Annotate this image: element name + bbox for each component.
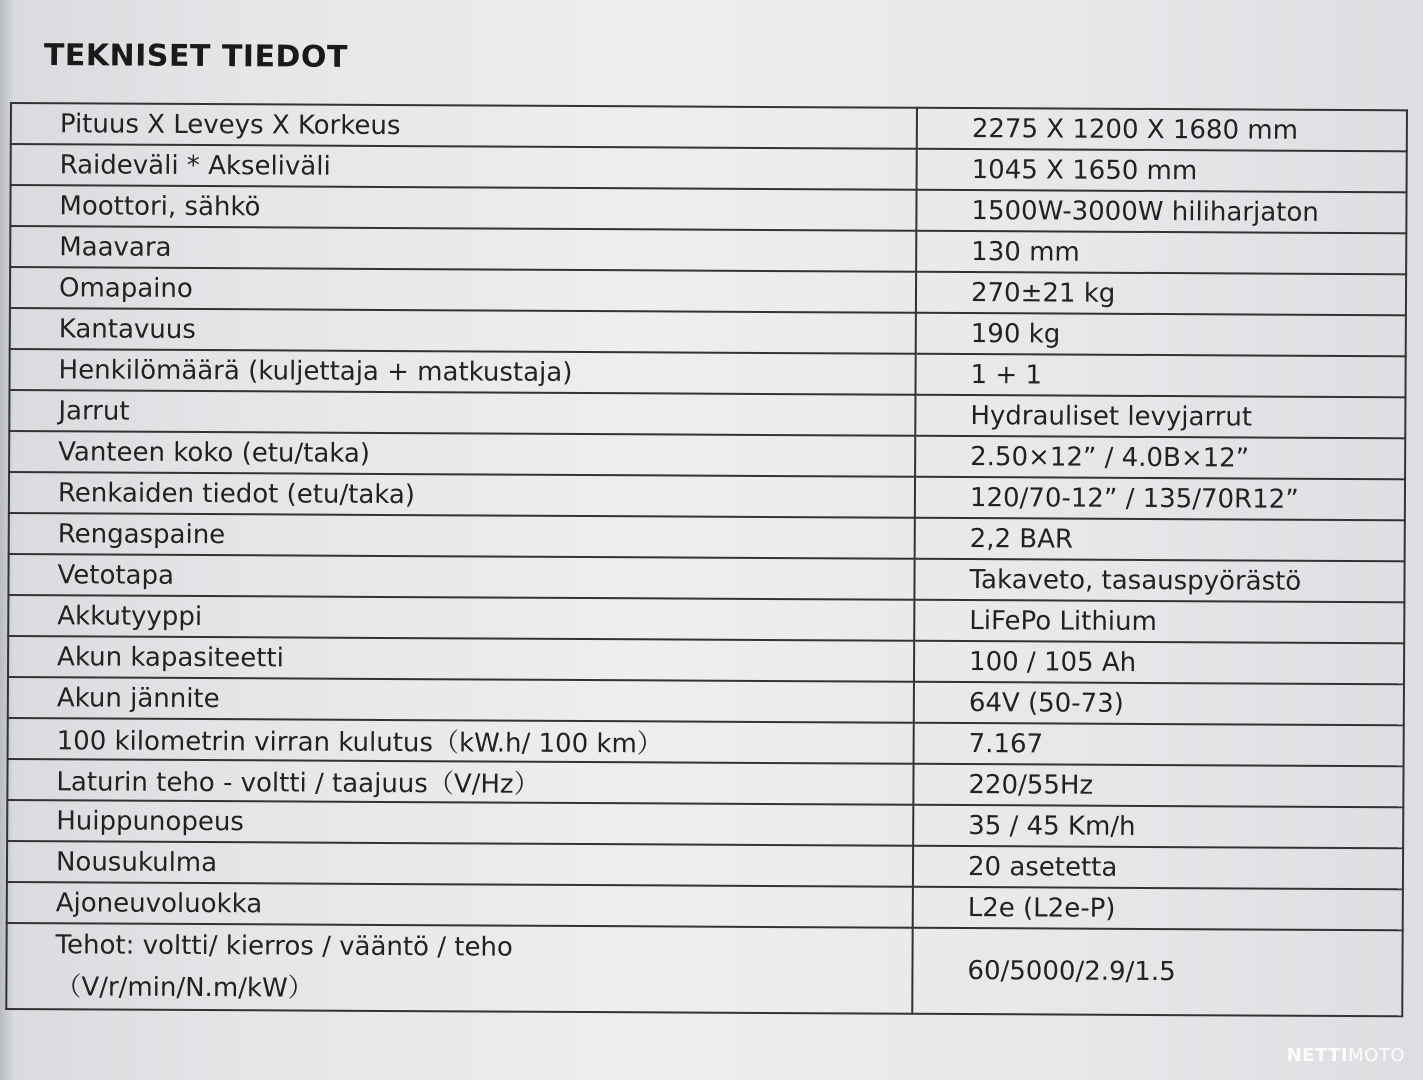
table-row xyxy=(9,349,1405,397)
table-row xyxy=(8,718,1404,766)
table-row xyxy=(7,800,1403,848)
spec-label: Maavara xyxy=(10,226,916,272)
spec-value: 2.50×12” / 4.0B×12” xyxy=(915,436,1405,480)
spec-table-container xyxy=(5,102,1406,1017)
spec-label-line: Tehot: voltti/ kierros / vääntö / teho xyxy=(55,930,513,963)
spec-value: L2e (L2e-P) xyxy=(913,887,1403,931)
table-row xyxy=(7,882,1403,930)
table-row xyxy=(7,759,1403,807)
spec-value: 270±21 kg xyxy=(916,272,1406,316)
spec-value: Takaveto, tasauspyörästö xyxy=(914,559,1404,603)
spec-label: Raideväli * Akseliväli xyxy=(11,144,917,190)
spec-value: 1500W-3000W hiliharjaton xyxy=(916,190,1406,234)
table-row xyxy=(6,923,1402,1016)
watermark-logo xyxy=(1287,1045,1405,1066)
spec-label-line: （V/r/min/N.m/kW） xyxy=(55,972,314,1004)
spec-label: Vanteen koko (etu/taka) xyxy=(9,431,915,477)
spec-label: Akun jännite xyxy=(8,677,914,723)
spec-label: Rengaspaine xyxy=(9,513,915,559)
spec-label: Pituus X Leveys X Korkeus xyxy=(11,103,917,149)
spec-value: 120/70-12” / 135/70R12” xyxy=(915,477,1405,521)
watermark-light: MOTO xyxy=(1348,1045,1405,1066)
spec-value: 220/55Hz xyxy=(913,764,1403,808)
spec-label: Renkaiden tiedot (etu/taka) xyxy=(9,472,915,518)
table-row xyxy=(11,103,1407,151)
spec-label: Huippunopeus xyxy=(7,800,913,846)
spec-label: Moottori, sähkö xyxy=(10,185,916,231)
spec-label: Jarrut xyxy=(9,390,915,436)
table-row xyxy=(8,677,1404,725)
spec-value: 190 kg xyxy=(916,313,1406,357)
spec-value: 60/5000/2.9/1.5 xyxy=(912,928,1402,1017)
spec-label: Vetotapa xyxy=(8,554,914,600)
spec-value: LiFePo Lithium xyxy=(914,600,1404,644)
spec-label: Nousukulma xyxy=(7,841,913,887)
page-title: TEKNISET TIEDOT xyxy=(43,38,348,75)
spec-value: 2,2 BAR xyxy=(915,518,1405,562)
table-row xyxy=(8,595,1404,643)
spec-label: Kantavuus xyxy=(10,308,916,354)
spec-value: 130 mm xyxy=(916,231,1406,275)
spec-label: Ajoneuvoluokka xyxy=(7,882,913,928)
spec-label: 100 kilometrin virran kulutus（kW.h/ 100 km） xyxy=(8,718,914,764)
spec-value: 35 / 45 Km/h xyxy=(913,805,1403,849)
table-row xyxy=(9,431,1405,479)
table-row xyxy=(9,513,1405,561)
table-row xyxy=(10,267,1406,315)
spec-label: Laturin teho - voltti / taajuus（V/Hz） xyxy=(7,759,913,805)
spec-value: 100 / 105 Ah xyxy=(914,641,1404,685)
spec-label: Akkutyyppi xyxy=(8,595,914,641)
table-row xyxy=(10,226,1406,274)
spec-label: Akun kapasiteetti xyxy=(8,636,914,682)
spec-value: 2275 X 1200 X 1680 mm xyxy=(917,108,1407,152)
spec-value: 20 asetetta xyxy=(913,846,1403,890)
table-row xyxy=(9,472,1405,520)
table-row xyxy=(7,841,1403,889)
table-row xyxy=(9,390,1405,438)
spec-label: Henkilömäärä (kuljettaja + matkustaja) xyxy=(9,349,915,395)
table-row xyxy=(8,554,1404,602)
spec-value: 7.167 xyxy=(914,723,1404,767)
table-row xyxy=(10,185,1406,233)
spec-value: 1 + 1 xyxy=(915,354,1405,398)
spec-table xyxy=(5,102,1408,1017)
spec-label: Omapaino xyxy=(10,267,916,313)
watermark-bold: NETTI xyxy=(1286,1045,1349,1066)
spec-label-multiline xyxy=(6,923,912,1014)
spec-value: 64V (50-73) xyxy=(914,682,1404,726)
table-row xyxy=(11,144,1407,192)
spec-value: 1045 X 1650 mm xyxy=(917,149,1407,193)
spec-value: Hydrauliset levyjarrut xyxy=(915,395,1405,439)
table-row xyxy=(8,636,1404,684)
table-row xyxy=(10,308,1406,356)
